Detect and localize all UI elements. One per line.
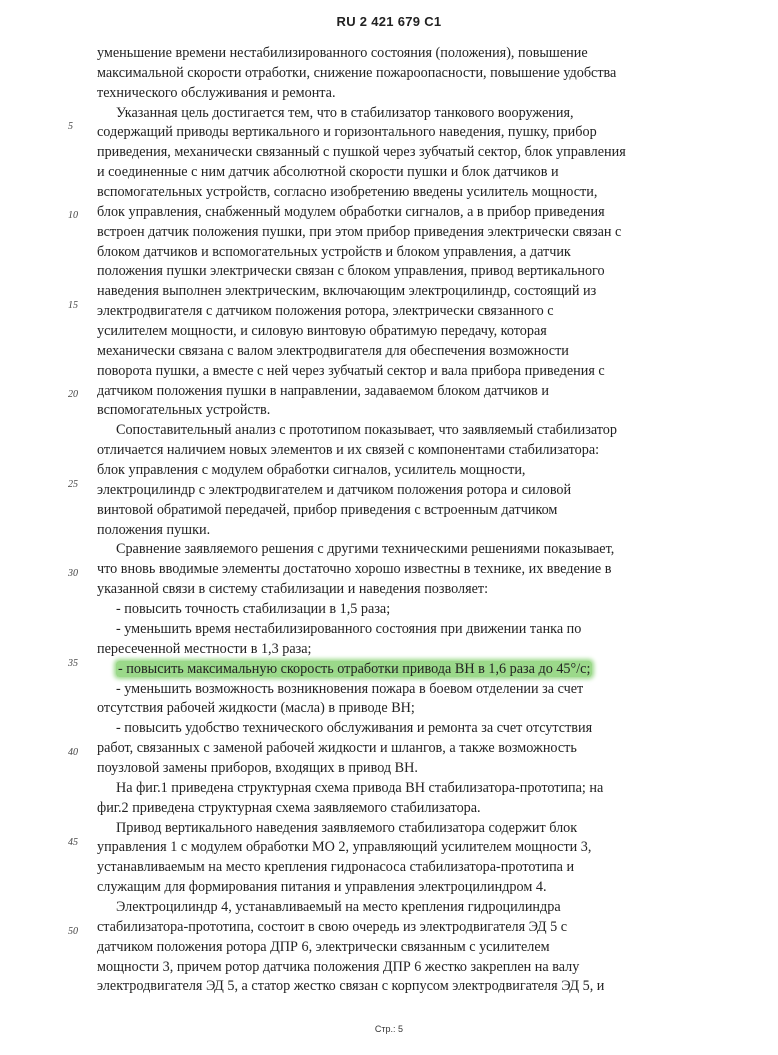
text-line (97, 342, 717, 362)
line-text: работ, связанных с заменой рабочей жидкости и шлангов, а также возможность (97, 740, 577, 757)
line-text: электродвигателя с датчиком положения ротора, электрически связанного с (97, 303, 554, 320)
line-number: 25 (68, 479, 78, 490)
page-footer: Стр.: 5 (374, 1024, 404, 1034)
text-line (97, 441, 717, 461)
line-number: 30 (68, 568, 78, 579)
line-text: положения пушки электрически связан с блоком управления, привод вертикального (97, 263, 605, 280)
text-line (97, 600, 717, 620)
highlighted-text: - повысить максимальную скорость отработки привода ВН в 1,6 раза до 45°/с; (118, 660, 591, 677)
line-text: указанной связи в систему стабилизации и наведения позволяет: (97, 581, 489, 598)
line-text: поворота пушки, а вместе с ней через зубчатый сектор и вала прибора приведения с (97, 362, 605, 379)
text-line (97, 44, 717, 64)
text-line (97, 759, 717, 779)
patent-number-header: RU 2 421 679 C1 (336, 14, 442, 29)
line-text: Электроцилиндр 4, устанавливаемый на место крепления гидроцилиндра (116, 898, 561, 915)
line-text: усилителем мощности, и силовую винтовую обратимую передачу, которая (97, 323, 547, 340)
text-line (97, 918, 717, 938)
line-number: 40 (68, 747, 78, 758)
line-text: датчиком положения ротора ДПР 6, электрически связанным с усилителем (97, 938, 550, 955)
text-line (97, 819, 717, 839)
text-line (97, 84, 717, 104)
text-line (97, 620, 717, 640)
text-line (97, 461, 717, 481)
line-text: положения пушки. (97, 521, 211, 538)
document-body (97, 44, 717, 997)
text-line (97, 779, 717, 799)
line-text: встроен датчик положения пушки, при этом прибор приведения электрически связан с (97, 223, 622, 240)
line-text: поузловой замены приборов, входящих в привод ВН. (97, 759, 418, 776)
text-line (97, 421, 717, 441)
text-line (97, 580, 717, 600)
text-line (97, 699, 717, 719)
line-text: электроцилиндр с электродвигателем и датчиком положения ротора и силовой (97, 481, 572, 498)
text-line (97, 680, 717, 700)
line-text: механически связана с валом электродвигателя для обеспечения возможности (97, 342, 569, 359)
line-text: пересеченной местности в 1,3 раза; (97, 640, 312, 657)
text-line (97, 64, 717, 84)
text-line (97, 719, 717, 739)
line-text: вспомогательных устройств, согласно изобретению введены усилитель мощности, (97, 184, 598, 201)
line-number: 15 (68, 300, 78, 311)
line-number: 5 (68, 121, 73, 132)
text-line (97, 640, 717, 660)
line-text: технического обслуживания и ремонта. (97, 84, 336, 101)
line-text: что вновь вводимые элементы достаточно хорошо известны в технике, их введение в (97, 561, 612, 578)
text-line (97, 203, 717, 223)
text-line (97, 104, 717, 124)
line-text: блок управления, снабженный модулем обработки сигналов, а в прибор приведения (97, 203, 605, 220)
text-line (97, 799, 717, 819)
line-text: - повысить удобство технического обслуживания и ремонта за счет отсутствия (116, 720, 593, 737)
text-line (97, 282, 717, 302)
line-text: управления 1 с модулем обработки МО 2, управляющий усилителем мощности 3, (97, 839, 592, 856)
text-line (97, 977, 717, 997)
line-text: вспомогательных устройств. (97, 402, 271, 419)
text-line (97, 382, 717, 402)
text-line (97, 302, 717, 322)
line-text: служащим для формирования питания и управления электроцилиндром 4. (97, 879, 547, 896)
text-line (97, 938, 717, 958)
line-text: стабилизатора-прототипа, состоит в свою очередь из электродвигателя ЭД 5 с (97, 918, 568, 935)
line-number: 50 (68, 926, 78, 937)
line-text: - уменьшить возможность возникновения пожара в боевом отделении за счет (116, 680, 584, 697)
line-text: отсутствия рабочей жидкости (масла) в приводе ВН; (97, 700, 415, 717)
text-line (97, 143, 717, 163)
line-text: устанавливаемым на место крепления гидронасоса стабилизатора-прототипа и (97, 859, 575, 876)
text-line (97, 878, 717, 898)
text-line (97, 362, 717, 382)
text-line (97, 163, 717, 183)
line-text: электродвигателя ЭД 5, а статор жестко связан с корпусом электродвигателя ЭД 5, и (97, 978, 605, 995)
text-line (97, 223, 717, 243)
line-text: Указанная цель достигается тем, что в стабилизатор танкового вооружения, (116, 104, 574, 121)
line-text: мощности 3, причем ротор датчика положения ДПР 6 жестко закреплен на валу (97, 958, 580, 975)
line-text: приведения, механически связанный с пушкой через зубчатый сектор, блок управления (97, 144, 626, 161)
text-line (97, 243, 717, 263)
line-text: наведения выполнен электрическим, включающим электроцилиндр, состоящий из (97, 283, 597, 300)
line-number: 20 (68, 389, 78, 400)
line-text: датчиком положения пушки в направлении, задаваемом блоком датчиков и (97, 382, 550, 399)
line-text: На фиг.1 приведена структурная схема привода ВН стабилизатора-прототипа; на (116, 779, 604, 796)
line-text: отличается наличием новых элементов и их связей с компонентами стабилизатора: (97, 442, 600, 459)
text-line (97, 183, 717, 203)
text-line (97, 481, 717, 501)
text-line (97, 501, 717, 521)
line-text: фиг.2 приведена структурная схема заявляемого стабилизатора. (97, 799, 481, 816)
line-text: содержащий приводы вертикального и горизонтального наведения, пушку, прибор (97, 124, 597, 141)
text-line (97, 262, 717, 282)
text-line (97, 838, 717, 858)
line-text: Привод вертикального наведения заявляемого стабилизатора содержит блок (116, 819, 578, 836)
text-line (97, 898, 717, 918)
text-line (97, 540, 717, 560)
text-line (97, 660, 717, 680)
line-text: Сравнение заявляемого решения с другими техническими решениями показывает, (116, 541, 615, 558)
line-text: винтовой обратимой передачей, прибор приведения с встроенным датчиком (97, 501, 558, 518)
text-line (97, 123, 717, 143)
line-text: блок управления с модулем обработки сигналов, усилитель мощности, (97, 462, 526, 479)
text-line (97, 521, 717, 541)
text-line (97, 858, 717, 878)
line-number: 45 (68, 837, 78, 848)
line-number: 35 (68, 658, 78, 669)
text-line (97, 322, 717, 342)
text-line (97, 401, 717, 421)
text-line (97, 739, 717, 759)
line-text: и соединенные с ним датчик абсолютной скорости пушки и блок датчиков и (97, 164, 559, 181)
line-text: Сопоставительный анализ с прототипом показывает, что заявляемый стабилизатор (116, 422, 617, 439)
line-text: блоком датчиков и вспомогательных устройств и блоком управления, а датчик (97, 243, 571, 260)
line-text: - уменьшить время нестабилизированного состояния при движении танка по (116, 620, 582, 637)
line-text: максимальной скорости отработки, снижение пожароопасности, повышение удобства (97, 64, 617, 81)
text-line (97, 560, 717, 580)
line-text: - повысить точность стабилизации в 1,5 раза; (116, 601, 391, 618)
line-text: уменьшение времени нестабилизированного состояния (положения), повышение (97, 45, 588, 61)
line-number: 10 (68, 210, 78, 221)
text-line (97, 958, 717, 978)
